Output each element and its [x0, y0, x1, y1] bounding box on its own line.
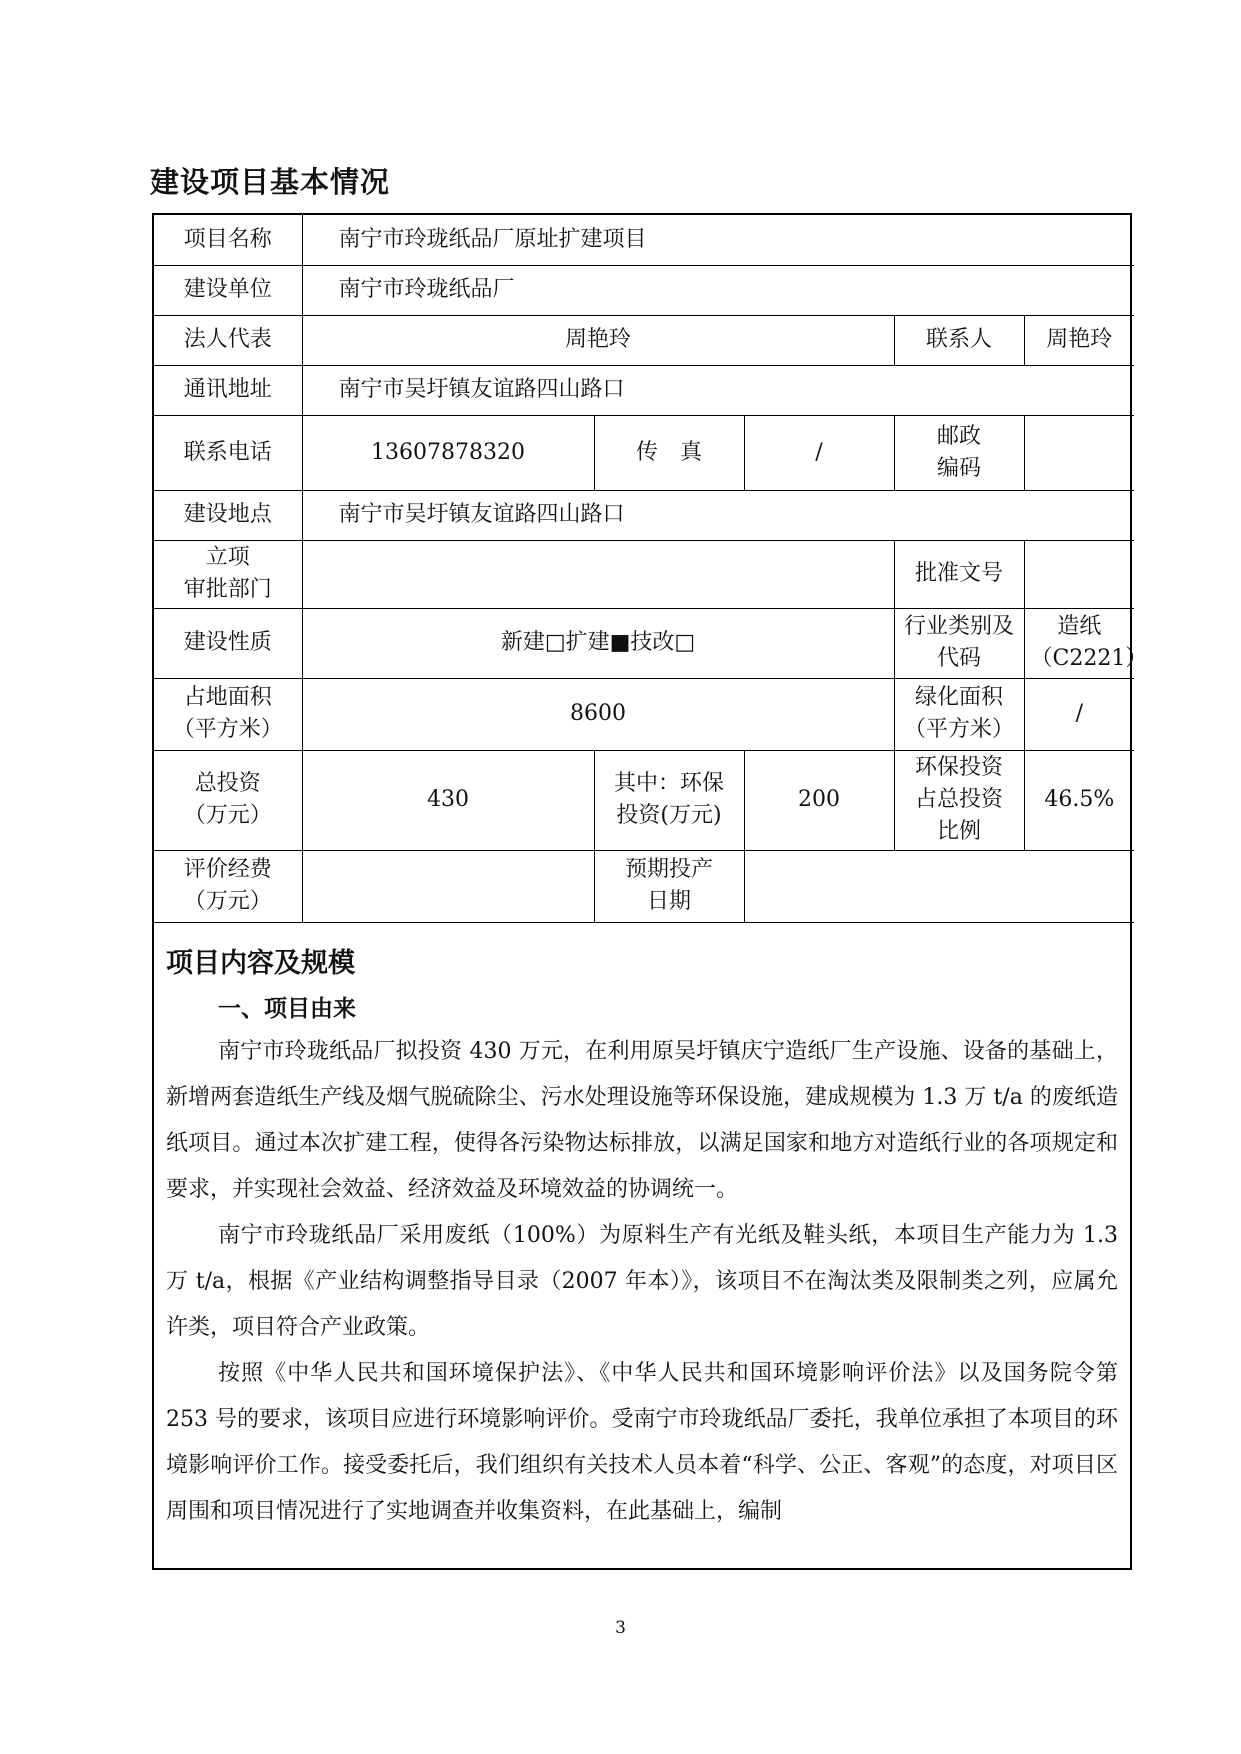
value-approval-dept: [302, 540, 894, 608]
paragraph: 按照《中华人民共和国环境保护法》、《中华人民共和国环境影响评价法》以及国务院令第 253 号的要求，该项目应进行环境影响评价。受南宁市玲珑纸品厂委托，我单位承担了本项目的环境影响评价工作。接受委托后，我们组织有关技术人员本着“科学、公正、客观”的态度，对项目区周围和项目情况进行了实地调查并收集资料，在此基础上，编制: [166, 1360, 1118, 1524]
label-contact: 联系人: [894, 315, 1024, 365]
label-invest: 总投资 （万元）: [154, 750, 302, 850]
page-title: 建设项目基本情况: [150, 165, 391, 199]
table-row: [154, 540, 1134, 608]
table-row: [154, 415, 1134, 490]
paragraph: 南宁市玲珑纸品厂拟投资 430 万元，在利用原吴圩镇庆宁造纸厂生产设施、设备的基础上，新增两套造纸生产线及烟气脱硫除尘、污水处理设施等环保设施，建成规模为 1.3 万 t/a 的废纸造纸项目。通过本次扩建工程，使得各污染物达标排放，以满足国家和地方对造纸行业的各项规定和要求，并实现社会效益、经济效益及环境效益的协调统一。: [166, 1038, 1118, 1202]
label-fee: 评价经费 （万元）: [154, 850, 302, 922]
value-ratio: 46.5%: [1024, 750, 1134, 850]
value-industry: 造纸（C2221）: [1024, 608, 1134, 678]
table-row: [154, 678, 1134, 750]
table-row: [154, 365, 1134, 415]
label-ratio: 环保投资 占总投资 比例: [894, 750, 1024, 850]
label-industry: 行业类别及 代码: [894, 608, 1024, 678]
table-row: [154, 608, 1134, 678]
value-fee: [302, 850, 594, 922]
value-nature: 新建□扩建■技改□: [302, 608, 894, 678]
value-legal-rep: 周艳玲: [302, 315, 894, 365]
value-postal: [1024, 415, 1134, 490]
project-info-frame: [152, 213, 1148, 1570]
value-invest: 430: [302, 750, 594, 850]
label-phone: 联系电话: [154, 415, 302, 490]
label-start: 预期投产 日期: [594, 850, 744, 922]
label-green: 绿化面积 （平方米）: [894, 678, 1024, 750]
label-nature: 建设性质: [154, 608, 302, 678]
label-builder: 建设单位: [154, 265, 302, 315]
label-site: 建设地点: [154, 490, 302, 540]
table-row: [154, 315, 1134, 365]
table-row: [154, 215, 1134, 265]
label-fax: 传 真: [594, 415, 744, 490]
table-row: [154, 750, 1134, 850]
project-info-table: [154, 215, 1148, 923]
value-approval-no: [1024, 540, 1134, 608]
value-area: 8600: [302, 678, 894, 750]
label-approval-no: 批准文号: [894, 540, 1024, 608]
value-contact: 周艳玲: [1024, 315, 1134, 365]
label-area: 占地面积 （平方米）: [154, 678, 302, 750]
value-env-invest: 200: [744, 750, 894, 850]
paragraph: 南宁市玲珑纸品厂采用废纸（100%）为原料生产有光纸及鞋头纸，本项目生产能力为 1.3 万 t/a，根据《产业结构调整指导目录（2007 年本）》，该项目不在淘汰类及限制类之列，应属允许类，项目符合产业政策。: [166, 1222, 1118, 1340]
value-site: 南宁市吴圩镇友谊路四山路口: [302, 490, 1134, 540]
label-legal-rep: 法人代表: [154, 315, 302, 365]
label-env-invest: 其中：环保 投资(万元): [594, 750, 744, 850]
label-approval-dept: 立项 审批部门: [154, 540, 302, 608]
value-fax: /: [744, 415, 894, 490]
label-postal: 邮政 编码: [894, 415, 1024, 490]
page-number: 3: [615, 1618, 626, 1638]
subsection-title: 一、项目由来: [218, 995, 356, 1022]
value-address: 南宁市吴圩镇友谊路四山路口: [302, 365, 1134, 415]
project-content: [154, 923, 1130, 1535]
table-row: [154, 490, 1134, 540]
value-green: /: [1024, 678, 1134, 750]
label-address: 通讯地址: [154, 365, 302, 415]
table-row: [154, 850, 1134, 922]
value-builder: 南宁市玲珑纸品厂: [302, 265, 1134, 315]
value-phone: 13607878320: [302, 415, 594, 490]
section-title: 项目内容及规模: [166, 947, 355, 979]
value-start: [744, 850, 1134, 922]
value-project-name: 南宁市玲珑纸品厂原址扩建项目: [302, 215, 1134, 265]
table-row: [154, 265, 1134, 315]
label-project-name: 项目名称: [154, 215, 302, 265]
